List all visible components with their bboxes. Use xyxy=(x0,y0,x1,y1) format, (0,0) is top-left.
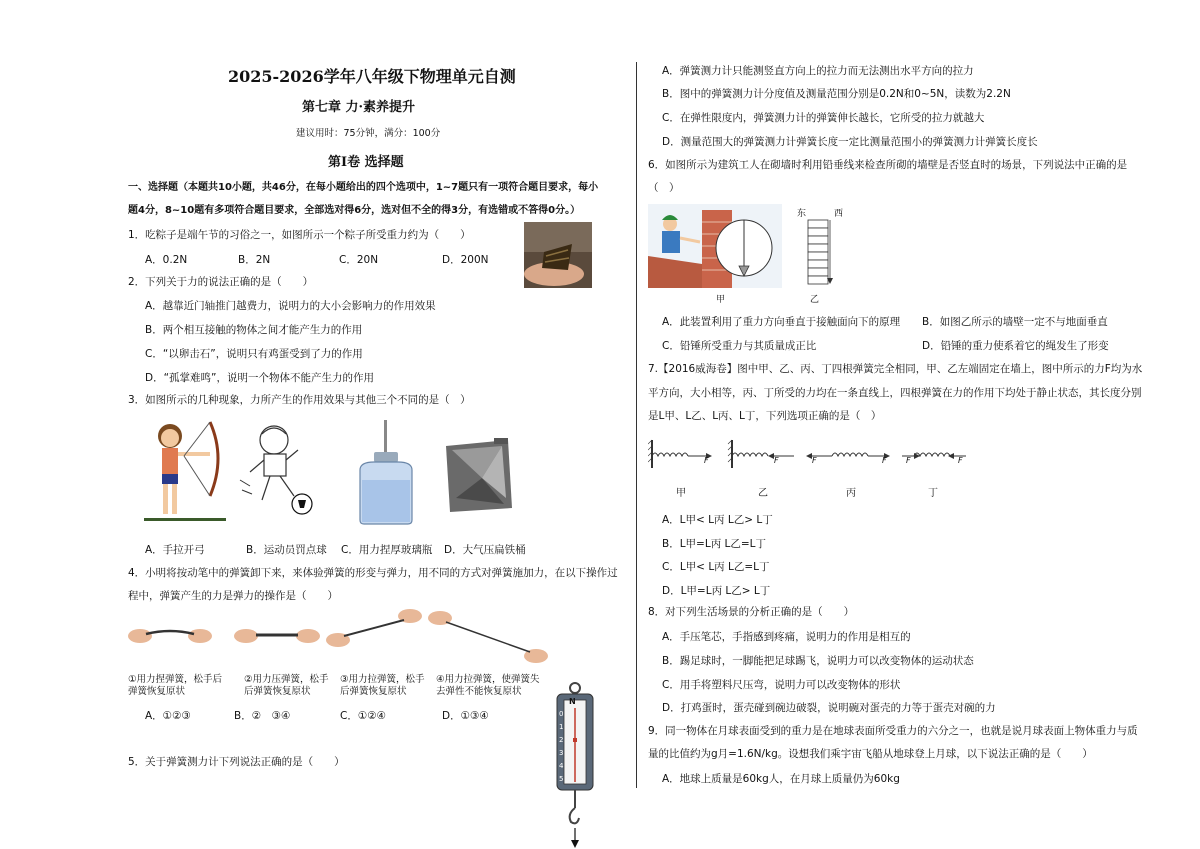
q8-option-a[interactable]: A．手压笔芯，手指感到疼痛，说明力的作用是相互的 xyxy=(662,631,911,643)
q7-springs-figure xyxy=(648,438,978,472)
section-title: 第Ⅰ卷 选择题 xyxy=(328,155,404,170)
scale-tick-4: 4 xyxy=(559,762,564,770)
q6-stem-line2: （ ） xyxy=(648,182,680,194)
direction-west-label: 西 xyxy=(834,209,844,219)
q5-option-c[interactable]: C．在弹性限度内，弹簧测力计的弹簧伸长越长，它所受的拉力就越大 xyxy=(662,112,985,124)
force-label-ding-left: F xyxy=(906,456,911,465)
q8-option-d[interactable]: D．打鸡蛋时，蛋壳碰到碗边破裂，说明碗对蛋壳的力等于蛋壳对碗的力 xyxy=(662,702,996,714)
q1-option-a[interactable]: A．0.2N xyxy=(145,254,188,266)
plumb-wall-illustration xyxy=(804,218,840,288)
q2-option-a[interactable]: A．越靠近门轴推门越费力，说明力的大小会影响力的作用效果 xyxy=(145,300,436,312)
q4-option-b[interactable]: B．② ③④ xyxy=(234,710,291,722)
q2-stem: 2．下列关于力的说法正确的是（ ） xyxy=(128,276,314,288)
q6-option-d[interactable]: D．铅锤的重力使系着它的绳发生了形变 xyxy=(922,340,1109,352)
spring-pull-illustration xyxy=(326,606,422,652)
q7-stem-line1: 7.【2016威海卷】图中甲、乙、丙、丁四根弹簧完全相同，甲、乙左端固定在墙上，图中所示的力F均为水 xyxy=(648,363,1143,375)
q1-option-c[interactable]: C．20N xyxy=(339,254,379,266)
q6-fig-label-yi: 乙 xyxy=(810,295,820,305)
force-label-bing-left: F xyxy=(812,456,817,465)
scale-tick-0: 0 xyxy=(559,710,564,718)
instructions-line1: 一、选择题（本题共10小题，共46分，在每小题给出的四个选项中，1~7题只有一项符合题目要求，每小 xyxy=(128,182,599,193)
q1-stem: 1．吃粽子是端午节的习俗之一，如图所示一个粽子所受重力约为（ ） xyxy=(128,229,471,241)
q4-stem-line1: 4．小明将按动笔中的弹簧卸下来，来体验弹簧的形变与弹力，用不同的方式对弹簧施加力，在以下操作过 xyxy=(128,567,618,579)
q5-stem: 5．关于弹簧测力计下列说法正确的是（ ） xyxy=(128,756,345,768)
scale-tick-2: 2 xyxy=(559,736,564,744)
q3-option-a[interactable]: A．手拉开弓 xyxy=(145,544,205,556)
q4-option-d[interactable]: D．①③④ xyxy=(442,710,489,722)
q7-stem-line2: 平方向，大小相等，丙、丁所受的力均在一条直线上，四根弹簧在力的作用下均处于静止状态，其长度分别 xyxy=(648,387,1142,399)
column-divider xyxy=(636,62,637,788)
bricklayer-illustration xyxy=(648,204,782,288)
instructions-line2: 题4分，8~10题有多项符合题目要求，全部选对得6分，选对但不全的得3分，有选错或不答得0分。） xyxy=(128,205,581,216)
archer-illustration xyxy=(140,418,230,526)
q6-fig-label-jia: 甲 xyxy=(716,295,726,305)
q4-caption-3: ③用力拉弹簧，松手后弹簧恢复原状 xyxy=(340,674,425,697)
glass-bottle-illustration xyxy=(354,420,418,526)
q4-caption-2: ②用力压弹簧，松手后弹簧恢复原状 xyxy=(244,674,329,697)
q2-option-b[interactable]: B．两个相互接触的物体之间才能产生力的作用 xyxy=(145,324,363,336)
q5-option-a[interactable]: A．弹簧测力计只能测竖直方向上的拉力而无法测出水平方向的拉力 xyxy=(662,65,974,77)
q4-caption-4: ④用力拉弹簧，使弹簧失去弹性不能恢复原状 xyxy=(436,674,540,697)
chapter-subtitle: 第七章 力·素养提升 xyxy=(302,100,416,115)
q3-option-d[interactable]: D．大气压扁铁桶 xyxy=(444,544,526,556)
q3-option-c[interactable]: C．用力捏厚玻璃瓶 xyxy=(341,544,433,556)
scale-tick-3: 3 xyxy=(559,749,564,757)
force-label-yi: F xyxy=(774,456,779,465)
q6-option-c[interactable]: C．铅锤所受重力与其质量成正比 xyxy=(662,340,817,352)
q6-option-a[interactable]: A．此装置利用了重力方向垂直于接触面向下的原理 xyxy=(662,316,901,328)
q8-option-b[interactable]: B．踢足球时，一脚能把足球踢飞，说明力可以改变物体的运动状态 xyxy=(662,655,974,667)
spring-press-illustration xyxy=(234,620,320,650)
q6-stem: 6．如图所示为建筑工人在砌墙时利用铅垂线来检查所砌的墙壁是否竖直时的场景，下列说法中正确的是 xyxy=(648,159,1128,171)
q4-option-a[interactable]: A．①②③ xyxy=(145,710,191,722)
q7-fig-label-jia: 甲 xyxy=(676,488,686,499)
q9-stem-line2: 量的比值约为g月=1.6N/kg。设想我们乘宇宙飞船从地球登上月球，以下说法正确的是（ ） xyxy=(648,748,1093,760)
force-label-jia: F xyxy=(704,456,709,465)
q4-stem-line2: 程中，弹簧产生的力是弹力的操作是（ ） xyxy=(128,590,338,602)
q1-option-d[interactable]: D．200N xyxy=(442,254,489,266)
q1-option-b[interactable]: B．2N xyxy=(238,254,271,266)
spring-pinch-illustration xyxy=(128,620,212,650)
q5-option-b[interactable]: B．图中的弹簧测力计分度值及测量范围分别是0.2N和0~5N，读数为2.2N xyxy=(662,88,1011,100)
q4-caption-1: ①用力捏弹簧，松手后弹簧恢复原状 xyxy=(128,674,223,697)
q8-stem: 8．对下列生活场景的分析正确的是（ ） xyxy=(648,606,855,618)
q6-option-b[interactable]: B．如图乙所示的墙壁一定不与地面垂直 xyxy=(922,316,1108,328)
q9-option-a[interactable]: A．地球上质量是60kg人，在月球上质量仍为60kg xyxy=(662,773,900,785)
scale-tick-1: 1 xyxy=(559,723,564,731)
q5-option-d[interactable]: D．测量范围大的弹簧测力计弹簧长度一定比测量范围小的弹簧测力计弹簧长度长 xyxy=(662,136,1038,148)
spring-scale-figure xyxy=(556,682,594,848)
zongzi-photo xyxy=(524,222,592,288)
crushed-can-illustration xyxy=(442,438,514,514)
q2-option-d[interactable]: D．“孤掌难鸣”，说明一个物体不能产生力的作用 xyxy=(145,372,374,384)
spring-overstretch-illustration xyxy=(428,608,550,666)
q3-stem: 3．如图所示的几种现象，力所产生的作用效果与其他三个不同的是（ ） xyxy=(128,394,471,406)
q7-option-b[interactable]: B．L甲=L丙 L乙=L丁 xyxy=(662,538,767,550)
q7-option-a[interactable]: A．L甲< L丙 L乙> L丁 xyxy=(662,514,773,526)
page-title: 2025-2026学年八年级下物理单元自测 xyxy=(228,67,516,86)
q2-option-c[interactable]: C．“以卵击石”，说明只有鸡蛋受到了力的作用 xyxy=(145,348,363,360)
q7-option-c[interactable]: C．L甲< L丙 L乙=L丁 xyxy=(662,561,770,573)
q7-fig-label-bing: 丙 xyxy=(846,488,856,499)
direction-east-label: 东 xyxy=(797,209,807,219)
q7-fig-label-ding: 丁 xyxy=(928,488,938,499)
q4-option-c[interactable]: C．①②④ xyxy=(340,710,387,722)
force-label-ding-right: F xyxy=(958,456,963,465)
q7-option-d[interactable]: D．L甲=L丙 L乙> L丁 xyxy=(662,585,771,597)
soccer-boy-illustration xyxy=(236,420,318,518)
q7-stem-line3: 是L甲、L乙、L丙、L丁，下列选项正确的是（ ） xyxy=(648,410,882,422)
q7-fig-label-yi: 乙 xyxy=(758,488,768,499)
q3-option-b[interactable]: B．运动员罚点球 xyxy=(246,544,327,556)
scale-tick-5: 5 xyxy=(559,775,564,783)
q8-option-c[interactable]: C．用手将塑料尺压弯，说明力可以改变物体的形状 xyxy=(662,679,901,691)
q9-stem-line1: 9．同一物体在月球表面受到的重力是在地球表面所受重力的六分之一，也就是说月球表面上物体重力与质 xyxy=(648,725,1138,737)
force-label-bing-right: F xyxy=(882,456,887,465)
scale-unit-label: N xyxy=(569,697,576,706)
time-info: 建议用时：75分钟，满分：100分 xyxy=(296,128,441,139)
